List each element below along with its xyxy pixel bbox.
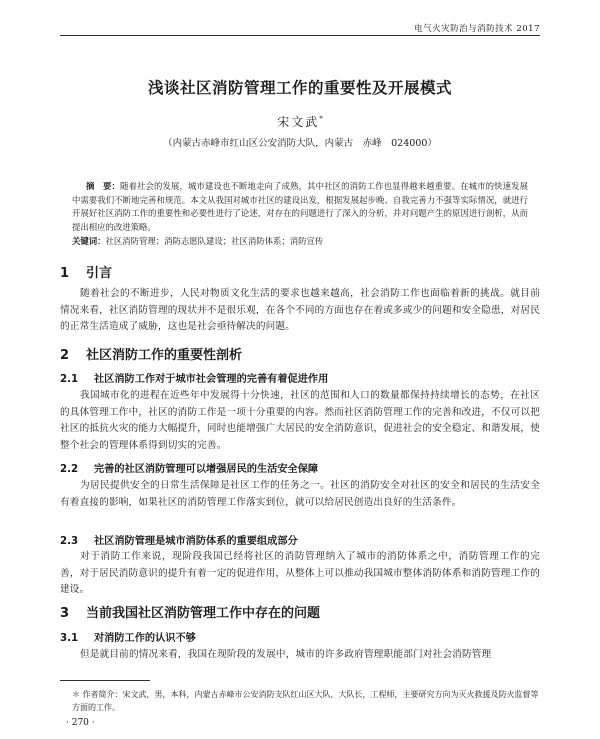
keywords-label: 关键词： [72,236,106,246]
paragraph-2-3: 对于消防工作来说，现阶段我国已经将社区的消防管理纳入了城市的消防体系之中，消防管理工作的完善，对于居民消防意识的提升有着一定的促进作用，从整体上可以推动我国城市整体消防体系和消防管理工作的建设。 [60,551,540,595]
abstract-label: 摘 要： [86,181,121,191]
header-rule [60,35,540,36]
page-number: · 270 · [66,718,95,728]
running-header: 电气火灾防治与消防技术 2017 [414,24,540,34]
author-affiliation: （内蒙古赤峰市红山区公安消防大队，内蒙古 赤峰 024000） [163,138,437,149]
author-footnote: ＊ 作者简介：宋文武，男，本科，内蒙古赤峰市公安消防支队红山区大队，大队长，工程师，主要研究方向为灭火救援及防火监督等方面的工作。 [72,690,539,712]
subsection-heading-2-3: 2.3 社区消防管理是城市消防体系的重要组成部分 [60,536,298,547]
paragraph-intro: 随着社会的不断进步，人民对物质文化生活的要求也越来越高，社会消防工作也面临着新的挑战。就目前情况来看，社区消防管理的现状并不是很乐观，在各个不同的方面也存在着或多或少的问题和安全隐患，对居民的正常生活造成了威胁，这也是社会亟待解决的问题。 [60,288,540,332]
section-heading-3: 3 当前我国社区消防管理工作中存在的问题 [60,606,321,621]
subsection-heading-3-1: 3.1 对消防工作的认识不够 [60,633,196,644]
section-heading-2: 2 社区消防工作的重要性剖析 [60,348,243,363]
author-name: 宋文武 [277,115,320,129]
abstract-text: 随着社会的发展，城市建设也不断地走向了成熟，其中社区的消防工作也显得越来越重要。在城市的快速发展中需要我们不断地完善和规范。本文从我国对城市社区的建设出发，根据发展起步晚、自我完善力不强等实际情况，就进行开展好社区消防工作的重要性和必要性进行了论述，对存在的问题进行了深入的分析，并对问题产生的原因进行剖析，从而提出相应的改进策略。 [72,181,529,232]
paper-title: 浅谈社区消防管理工作的重要性及开展模式 [147,78,452,97]
section-heading-1: 1 引言 [60,266,113,281]
subsection-heading-2-2: 2.2 完善的社区消防管理可以增强居民的生活安全保障 [60,464,319,475]
keywords-text: 社区消防管理；消防志愿队建设；社区消防体系；消防宣传 [105,236,324,246]
paragraph-2-2: 为居民提供安全的日常生活保障是社区工作的任务之一。社区的消防安全对社区的安全和居民的生活安全有着直接的影响，如果社区的消防管理工作落实到位，就可以给居民创造出良好的生活条件。 [60,480,540,508]
subsection-heading-2-1: 2.1 社区消防工作对于城市社会管理的完善有着促进作用 [60,374,329,385]
paragraph-3-1: 但是就目前的情况来看，我国在现阶段的发展中，城市的许多政府管理职能部门对社会消防管理 [80,649,492,660]
paragraph-2-1: 我国城市化的进程在近些年中发展得十分快速，社区的范围和人口的数量都保持持续增长的态势，在社区的具体管理工作中，社区的消防工作是一项十分重要的内容。然而社区消防管理工作的完善和改进，不仅可以把社区的抵抗火灾的能力大幅提升，同时也能增强广大居民的安全消防意识，促进社会的安全稳定、和谐发展，使整个社会的管理体系得到切实的完善。 [60,390,540,451]
abstract [72,180,528,234]
author-footnote-mark: * [319,115,323,123]
author-line [60,113,540,130]
footnote-rule [60,680,150,681]
keywords [72,235,528,247]
